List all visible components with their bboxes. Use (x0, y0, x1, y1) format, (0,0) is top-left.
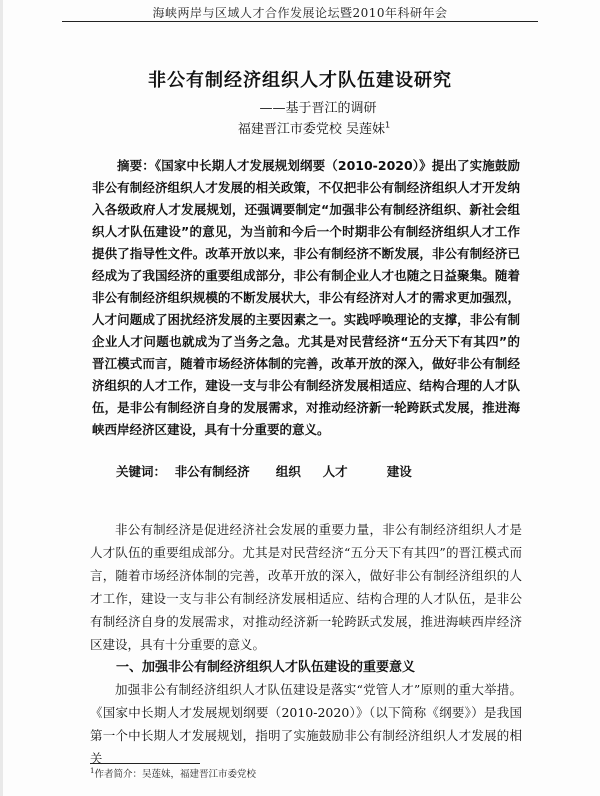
section-heading-1: 一、加强非公有制经济组织人才队伍建设的重要意义 (116, 660, 416, 675)
footnote-mark: 1 (90, 766, 95, 775)
keywords: 关键词： 非公有制经济 组织 人才 建设 (116, 464, 412, 479)
header-rule (62, 21, 538, 22)
body-paragraph-2: 加强非公有制经济组织人才队伍建设是落实“党管人才”原则的重大举措。《国家中长期人才发展规划纲要（2010-2020）》（以下简称《纲要》）是我国第一个中长期人才发展规划，指明了实施鼓励非公有制经济组织人才发展的相关 (90, 682, 522, 766)
abstract: 摘要：《国家中长期人才发展规划纲要（2010-2020）》提出了实施鼓励非公有制经济组织人才发展的相关政策，不仅把非公有制经济组织人才开发纳入各级政府人才发展规划，还强调要制定“加强非公有制经济组织、新社会组织人才队伍建设”的意见，为当前和今后一个时期非公有制经济组织人才工作提供了指导性文件。改革开放以来，非公有制经济不断发展，非公有制经济已经成为了我国经济的重要组成部分，非公有制企业人才也随之日益聚集。随着非公有制经济组织规模的不断发展状大，非公有经济对人才的需求更加强烈，人才问题成了困扰经济发展的主要因素之一。实践呼唤理论的支撑，非公有制企业人才问题也就成为了当务之急。尤其是对民营经济“五分天下有其四”的晋江模式而言，随着市场经济体制的完善，改革开放的深入，做好非公有制经济组织的人才工作，建设一支与非公有制经济发展相适应、结构合理的人才队伍，是非公有制经济自身的发展需求，对推动经济新一轮跨跃式发展，推进海峡西岸经济区建设，具有十分重要的意义。 (92, 158, 520, 437)
footnote (90, 766, 256, 780)
footnote-text: 作者简介：吴莲妹，福建晋江市委党校 (94, 769, 256, 780)
footnote-rule (90, 763, 200, 764)
paper-title: 非公有制经济组织人才队伍建设研究 (148, 70, 452, 91)
paper-subtitle: ——基于晋江的调研 (259, 101, 377, 116)
body-paragraph-1: 非公有制经济是促进经济社会发展的重要力量，非公有制经济组织人才是人才队伍的重要组成部分。尤其是对民营经济“五分天下有其四”的晋江模式而言，随着市场经济体制的完善，改革开放的深入，做好非公有制经济组织的人才工作，建设一支与非公有制经济发展相适应、结构合理的人才队伍，是非公有制经济自身的发展需求，对推动经济新一轮跨跃式发展，推进海峡西岸经济区建设，具有十分重要的意义。 (90, 522, 522, 652)
author-footnote-mark: 1 (385, 120, 391, 130)
running-header: 海峡两岸与区域人才合作发展论坛暨2010年科研年会 (152, 6, 448, 20)
author-line (0, 118, 600, 137)
author-affiliation: 福建晋江市委党校 吴莲妹 (237, 122, 386, 137)
